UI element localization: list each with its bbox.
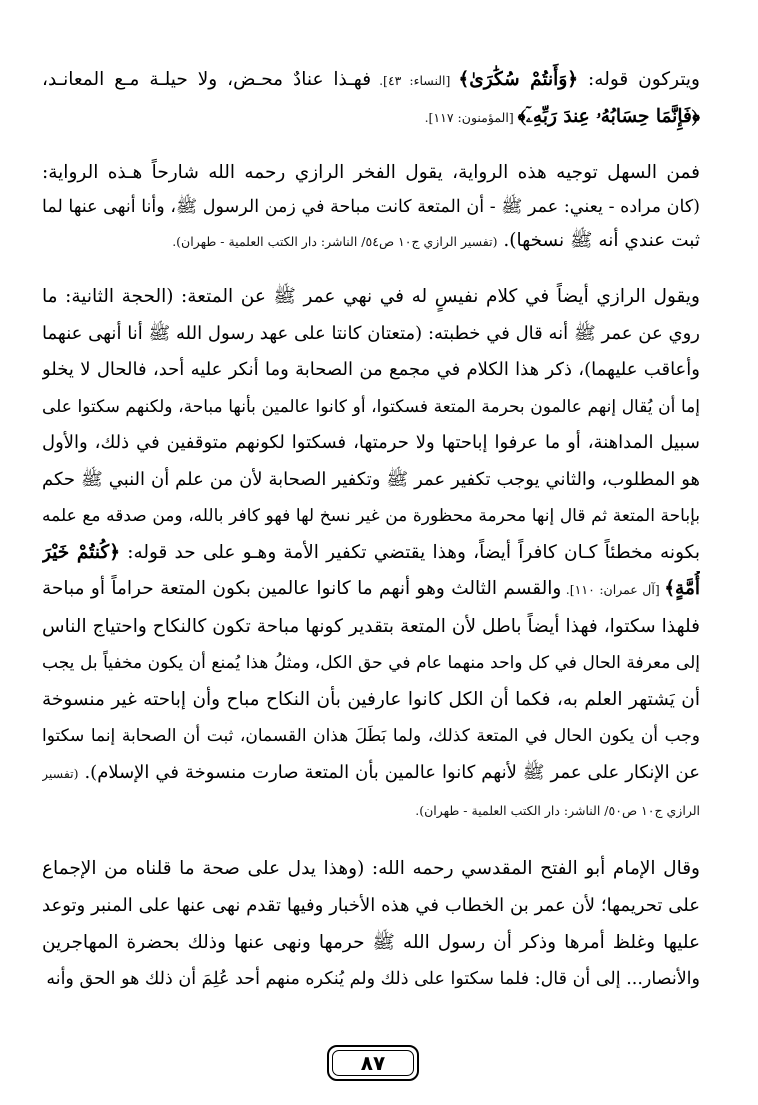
text-run: والأنصار... إلى أن قال: فلما سكتوا على ذلك ولم يُنكره منهم أحد عُلِمَ أن ذلك هو الحق وأنه [46, 968, 700, 989]
text-line [42, 792, 700, 830]
text-line [42, 190, 700, 224]
quran-verse: أُمَّةٍ﴾ [664, 578, 700, 599]
text-run: وقال الإمام أبو الفتح المقدسي رحمه الله: (وهذا يدل على صحة ما قلناه من الإجماع [42, 857, 700, 879]
text-run: بكونه مخطئاً كـان كافراً أيضاً، وهذا يقتضي تكفير الأمة وهـو على حد قوله: [120, 541, 700, 563]
text-line [42, 645, 700, 682]
text-run: (كان مراده - يعني: عمر ﷺ - أن المتعة كانت مباحة في زمن الرسول ﷺ، وأنا أنهى عنها لما [42, 197, 700, 217]
text-run: والقسم الثالث وهو أنهم ما كانوا عالمين بكون المتعة حراماً أو مباحة [42, 578, 562, 599]
text-run: أن يَشتهر العلم به، فكما أن الكل كانوا عارفين بأن النكاح مباح وأن إباحته غير منسوخة [42, 688, 700, 710]
paragraph [42, 850, 700, 998]
text-run: إلى معرفة الحال في كل واحد منهما عام في حق الكل، ومثلُ هذا يُمنع أن يكون مخفياً بل يجب [42, 653, 700, 673]
text-run: ويقول الرازي أيضاً في كلام نفيسٍ له في نهي عمر ﷺ عن المتعة: (الحجة الثانية: ما [42, 286, 700, 307]
text-run: وجب أن يكون الحال في المتعة كذلك، ولما بَطَلَ هذان القسمان، ثبت أن الصحابة إنما سكتوا [42, 726, 700, 746]
text-run: فهـذا عنادٌ محـض، ولا حيلـة مـع المعانـد، [42, 69, 372, 90]
text-run: بإباحة المتعة ثم قال إنها محرمة محظورة من غير نسخ لها فهو كافر بالله، ومن صدقه مع علمه [42, 506, 700, 526]
text-line [42, 389, 700, 426]
text-run: عليها وغلظ أمرها وذكر أن رسول الله ﷺ حرمها ونهى عنها وذلك بحضرة المهاجرين [42, 931, 700, 953]
text-run: روي عن عمر ﷺ أنه قال في خطبته: (متعتان كانتا على عهد رسول الله ﷺ أنا أنهى عنهما [42, 322, 700, 344]
citation: [المؤمنون: ١١٧]. [424, 110, 518, 125]
citation: (تفسير [42, 765, 79, 781]
citation: الرازي ج١٠ ص٥٠/ الناشر: دار الكتب العلمية - طهران). [415, 803, 700, 818]
text-line [42, 462, 700, 499]
text-run: وأعاقب عليهما)، ذكر هذا الكلام في مجمع من الصحابة وما أنكر عليه أحد، فالحال لا يخلو [42, 359, 700, 380]
citation: [آل عمران: ١١٠]. [561, 582, 665, 597]
text-line [42, 571, 700, 609]
paragraph [42, 279, 700, 830]
text-line [42, 850, 700, 887]
text-run: إما أن يُقال إنهم عالمون بحرمة المتعة فسكتوا، أو كانوا عالمين بأنها مباحة، ولكنهم سكتوا على [42, 396, 700, 417]
text-line [42, 924, 700, 961]
paragraph [42, 62, 700, 136]
citation: (تفسير الرازي ج١٠ ص٥٤/ الناشر: دار الكتب العلمية - طهران). [172, 234, 498, 249]
text-run: هو المطلوب، والثاني يوجب تكفير عمر ﷺ وتكفير الصحابة لأن من علم أن النبي ﷺ حكم [42, 468, 700, 490]
text-line [42, 682, 700, 719]
text-line [42, 224, 700, 259]
text-line [42, 498, 700, 535]
text-line [42, 62, 700, 99]
text-line [42, 279, 700, 316]
text-line [42, 961, 700, 998]
text-run: ثبت عندي أنه ﷺ نسخها). [497, 230, 700, 251]
text-run: فلهذا سكتوا، فهذا أيضاً باطل لأن المتعة بتقدير كونها مباحة تكون كالنكاح واحتياج الناس [42, 615, 700, 637]
page-number: ٨٧ [360, 1051, 386, 1075]
citation: [النساء: ٤٣]. [371, 73, 459, 88]
text-line [42, 316, 700, 353]
text-line [42, 425, 700, 462]
page-body [42, 62, 700, 998]
text-run: على تحريمها؛ لأن عمر بن الخطاب في هذه الأخبار وفيها تقدم نهى عنها على المنبر وتوعد [42, 894, 700, 916]
text-run: سبيل المداهنة، أو ما عرفوا إباحتها ولا حرمتها، فسكتوا لكونهم متوقفين في ذلك، والأول [42, 432, 700, 453]
text-line [42, 609, 700, 646]
text-line [42, 718, 700, 755]
text-line [42, 99, 700, 136]
paragraph-gap [42, 136, 700, 156]
quran-verse: ﴿وَأَنتُمْ سُكَٰرَىٰ﴾ [458, 69, 579, 90]
text-run: فمن السهل توجيه هذه الرواية، يقول الفخر الرازي رحمه الله شارحاً هـذه الرواية: [42, 162, 700, 183]
text-line [42, 887, 700, 924]
text-line [42, 156, 700, 190]
text-line [42, 535, 700, 572]
page-number-frame [327, 1045, 419, 1081]
text-run: ويتركون قوله: [578, 69, 700, 90]
paragraph-gap [42, 830, 700, 850]
quran-verse: ﴿كُنتُمْ خَيْرَ [42, 541, 121, 563]
quran-verse: ﴿فَإِنَّمَا حِسَابُهُۥ عِندَ رَبِّهِۦٓ﴾ [517, 106, 700, 127]
paragraph-gap [42, 259, 700, 279]
text-line [42, 755, 700, 793]
text-run: عن الإنكار على عمر ﷺ لأنهم كانوا عالمين بأن المتعة صارت منسوخة في الإسلام). [78, 761, 700, 783]
text-line [42, 352, 700, 389]
paragraph [42, 156, 700, 259]
